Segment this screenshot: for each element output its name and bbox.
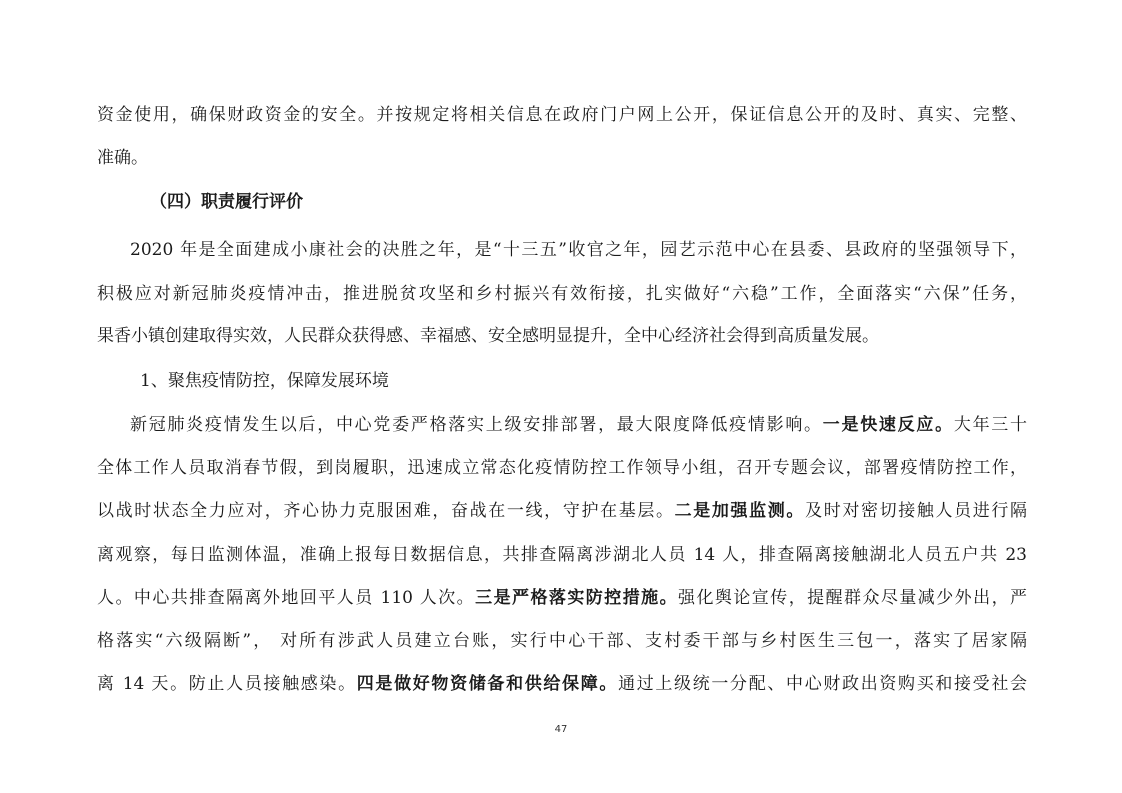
paragraph-line: 准确。	[97, 148, 148, 168]
paragraph-line: 积极应对新冠肺炎疫情冲击，推进脱贫攻坚和乡村振兴有效衔接，扎实做好“六稳”工作，全面落实“六保”任务，	[97, 284, 1027, 304]
paragraph-line: 离观察，每日监测体温，准确上报每日数据信息，共排查隔离涉湖北人员 14 人，排查隔离接触湖北人员五户共 23	[97, 545, 1027, 565]
text-run: 离 14 天。防止人员接触感染。	[97, 674, 357, 694]
text-run: 人。中心共排查隔离外地回平人员 110 人次。	[97, 588, 476, 608]
paragraph-line	[97, 588, 1027, 608]
text-run: 及时对密切接触人员进行隔	[805, 501, 1028, 521]
text-run: 以战时状态全力应对，齐心协力克服困难，奋战在一线，守护在基层。	[97, 501, 675, 521]
paragraph-line	[97, 674, 1027, 694]
page-number: 47	[554, 724, 568, 735]
text-run: 大年三十	[953, 415, 1028, 435]
bold-run: 一是快速反应。	[822, 415, 954, 435]
paragraph-line: 格落实“六级隔断”， 对所有涉武人员建立台账，实行中心干部、支村委干部与乡村医生三包一，落实了居家隔	[97, 631, 1027, 651]
paragraph-line	[130, 415, 1027, 435]
bold-run: 二是加强监测。	[674, 501, 806, 521]
paragraph-line: 资金使用，确保财政资金的安全。并按规定将相关信息在政府门户网上公开，保证信息公开的及时、真实、完整、	[97, 105, 1027, 125]
bold-run: 三是严格落实防控措施。	[475, 588, 679, 608]
subsection-heading: 1、聚焦疫情防控，保障发展环境	[140, 371, 389, 391]
text-run: 新冠肺炎疫情发生以后，中心党委严格落实上级安排部署，最大限度降低疫情影响。	[130, 415, 823, 435]
paragraph-line: 全体工作人员取消春节假，到岗履职，迅速成立常态化疫情防控工作领导小组，召开专题会议，部署疫情防控工作，	[97, 458, 1027, 478]
text-run: 强化舆论宣传，提醒群众尽量减少外出，严	[678, 588, 1028, 608]
paragraph-line: 2020 年是全面建成小康社会的决胜之年，是“十三五”收官之年，园艺示范中心在县委、县政府的坚强领导下，	[130, 240, 1027, 260]
paragraph-line	[97, 501, 1027, 521]
bold-run: 四是做好物资储备和供给保障。	[356, 674, 619, 694]
section-heading: （四）职责履行评价	[150, 192, 303, 212]
text-run: 通过上级统一分配、中心财政出资购买和接受社会	[618, 674, 1028, 694]
paragraph-line: 果香小镇创建取得实效，人民群众获得感、幸福感、安全感明显提升，全中心经济社会得到高质量发展。	[97, 326, 879, 346]
